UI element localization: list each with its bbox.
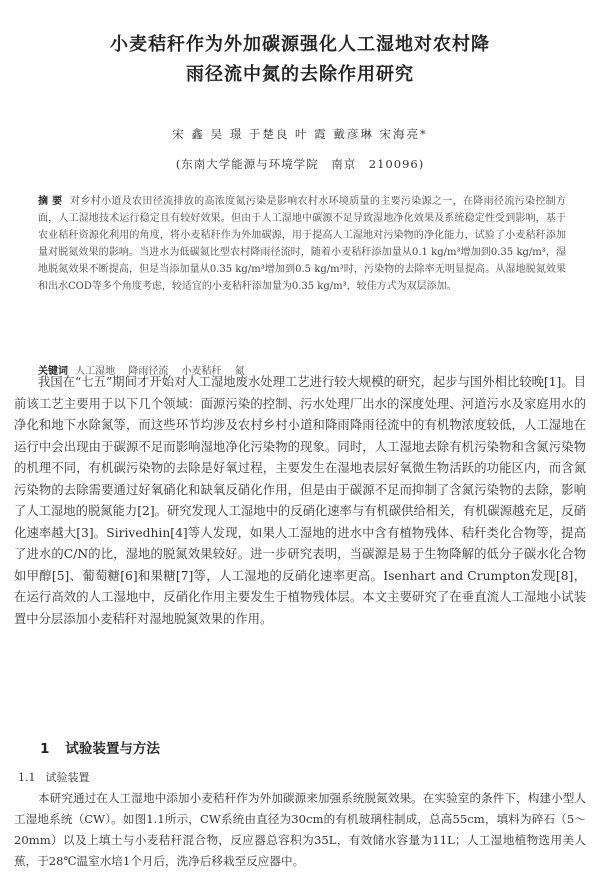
method-paragraph: 本研究通过在人工湿地中添加小麦秸秆作为外加碳源来加强系统脱氮效果。在实验室的条件下，构建小型人工湿地系统（CW）。如图1.1所示，CW系统由直径为30cm的有机玻璃柱制成，总高55cm，填料为碎石（5～20mm）以及上填土与小麦秸秆混合物，反应器总容积为35L，有效储水容量为11L；人工湿地植物选用美人蕉，于28℃温室水培1个月后，洗净后移栽至反应器中。 bbox=[14, 791, 586, 868]
section-number: 1 bbox=[40, 741, 50, 757]
author-list: 宋 鑫 吴 璟 于楚良 叶 霞 戴彦琳 宋海亮* bbox=[172, 127, 428, 141]
keyword: 降雨径流 bbox=[128, 366, 169, 377]
subsection-number: 1.1 bbox=[18, 771, 36, 784]
keyword: 人工湿地 bbox=[75, 366, 116, 377]
subsection-heading bbox=[18, 769, 90, 785]
introduction-paragraph: 我国在“七五”期间才开始对人工湿地废水处理工艺进行较大规模的研究，起步与国外相比较晚[1]。目前该工艺主要用于以下几个领域：面源污染的控制、污水处理厂出水的深度处理、河道污水及家庭用水的净化和地下水除氮等，而这些环节均涉及农村乡村小道和降雨降雨径流中的有机物浓度较低，人工湿地在运行中会出现由于碳源不足而影响湿地净化污染物的现象。同时，人工湿地去除有机污染物和含氮污染物的机理不同，有机碳污染物的去除是好氧过程，主要发生在湿地表层好氧微生物活跃的功能区内，而含氮污染物的去除需要通过好氧硝化和缺氧反硝化作用，但是由于碳源不足而抑制了含氮污染物的去除，影响了人工湿地的脱氮能力[2]。研究发现人工湿地中的反硝化速率与有机碳供给相关，有机碳源越充足，反硝化速率越大[3]。Sirivedhin[4]等人发现，如果人工湿地的进水中含有植物残体、秸秆类化合物等，提高了进水的C/N的比，湿地的脱氮效果较好。进一步研究表明，当碳源是易于生物降解的低分子碳水化合物如甲醇[5]、葡萄糖[6]和果糖[7]等，人工湿地的反硝化速率更高。Isenhart and Crumpton发现[8]，在运行高效的人工湿地中，反硝化作用主要发生于植物残体层。本文主要研究了在垂直流人工湿地小试装置中分层添加小麦秸秆对湿地脱氮效果的作用。 bbox=[14, 375, 586, 626]
affiliation: (东南大学能源与环境学院 南京 210096) bbox=[175, 157, 425, 171]
section-heading bbox=[40, 737, 160, 757]
abstract-text: 对乡村小道及农田径流排放的高浓度氮污染是影响农村水环境质量的主要污染源之一，在降雨径流污染控制方面，人工湿地技术运行稳定且有较好效果。但由于人工湿地中碳源不足导致湿地净化效果及系统稳定性受到影响，基于农业秸秆资源化利用的角度，将小麦秸秆作为外加碳源，用于提高人工湿地对污染物的净化能力，试验了小麦秸秆添加量对脱氮效果的影响。当进水为低碳氮比型农村降雨径流时，随着小麦秸秆添加量从0.1 kg/m³增加到0.35 kg/m³，湿地脱氮效果不断提高，但是当添加量从0.35 kg/m³增加到0.5 kg/m³时，污染物的去除率无明显提高。从湿地脱氮效果和出水COD等多个角度考虑，较适宜的小麦秸秆添加量为0.35 kg/m³，较佳方式为双层添加。 bbox=[38, 196, 567, 292]
keywords-label: 关键词 bbox=[38, 366, 68, 377]
subsection-title: 试验装置 bbox=[45, 771, 90, 784]
abstract bbox=[38, 193, 566, 295]
section-title: 试验装置与方法 bbox=[65, 741, 160, 757]
paper-title-line-2: 雨径流中氮的去除作用研究 bbox=[186, 64, 414, 85]
keyword: 氮 bbox=[234, 366, 245, 377]
keyword: 小麦秸秆 bbox=[181, 366, 222, 377]
abstract-label: 摘 要 bbox=[38, 196, 63, 207]
paper-title-line-1: 小麦秸秆作为外加碳源强化人工湿地对农村降 bbox=[110, 34, 490, 55]
